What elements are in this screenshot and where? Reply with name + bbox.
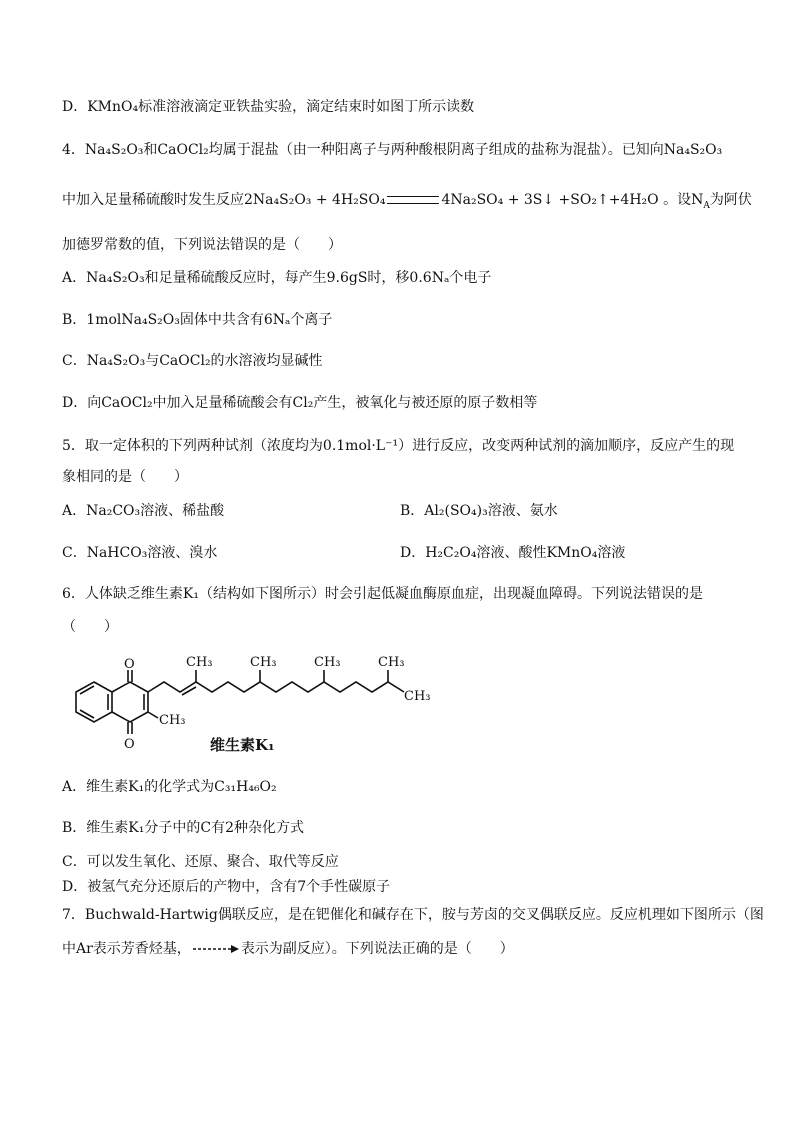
q4-stem-line2-end: 为阿伏 bbox=[709, 192, 752, 208]
q5-stem-line2: 象相同的是（ ） bbox=[62, 469, 188, 485]
q6-stem-line1: 6．人体缺乏维生素K₁（结构如下图所示）时会引起低凝血酶原血症，出现凝血障碍。下列说法错误的是 bbox=[62, 586, 703, 602]
ch3-label-ring: CH₃ bbox=[159, 713, 186, 728]
ch3-label-1: CH₃ bbox=[186, 655, 213, 670]
equals-arrow-icon bbox=[387, 196, 439, 204]
structure-bonds bbox=[76, 670, 404, 734]
q4-stem-line3: 加德罗常数的值，下列说法错误的是（ ） bbox=[62, 237, 342, 253]
q7-stem-line1: 7．Buchwald-Hartwig偶联反应，是在钯催化和碱存在下，胺与芳卤的交叉偶联反应。反应机理如下图所示（图 bbox=[62, 907, 764, 923]
q7-stem-line2-end: 表示为副反应）。下列说法正确的是（ ） bbox=[240, 941, 514, 957]
q6-option-a: A．维生素K₁的化学式为C₃₁H₄₆O₂ bbox=[62, 779, 277, 795]
q5-option-c: C．NaHCO₃溶液、溴水 bbox=[62, 545, 218, 561]
vitamin-k1-structure-figure bbox=[60, 650, 440, 760]
q3-option-d: D．KMnO₄标准溶液滴定亚铁盐实验，滴定结束时如图丁所示读数 bbox=[62, 99, 475, 115]
q4-option-d: D．向CaOCl₂中加入足量稀硫酸会有Cl₂产生，被氧化与被还原的原子数相等 bbox=[62, 395, 538, 411]
q4-equation-left: 中加入足量稀硫酸时发生反应2Na₄S₂O₃ + 4H₂SO₄ bbox=[62, 192, 386, 208]
carbonyl-o-bottom: O bbox=[124, 737, 135, 752]
q5-option-b: B．Al₂(SO₄)₃溶液、氨水 bbox=[400, 503, 558, 519]
q6-option-b: B．维生素K₁分子中的C有2种杂化方式 bbox=[62, 820, 304, 836]
figure-caption: 维生素K₁ bbox=[210, 736, 275, 754]
q4-stem-line1: 4．Na₄S₂O₃和CaOCl₂均属于混盐（由一种阳离子与两种酸根阴离子组成的盐称为混盐）。已知向Na₄S₂O₃ bbox=[62, 142, 723, 158]
ch3-label-3: CH₃ bbox=[314, 655, 341, 670]
carbonyl-o-top: O bbox=[124, 657, 135, 672]
q7-stem-line2-start: 中Ar表示芳香烃基， bbox=[62, 941, 191, 957]
q5-option-a: A．Na₂CO₃溶液、稀盐酸 bbox=[62, 503, 225, 519]
ch3-label-5: CH₃ bbox=[404, 689, 431, 704]
q4-equation-right: 4Na₂SO₄ + 3S↓ +SO₂↑+4H₂O 。设N bbox=[441, 192, 704, 208]
q6-stem-line2: （ ） bbox=[62, 619, 118, 635]
q5-stem-line1: 5．取一定体积的下列两种试剂（浓度均为0.1mol·L⁻¹）进行反应，改变两种试剂的滴加顺序，反应产生的现 bbox=[62, 438, 735, 454]
ch3-label-2: CH₃ bbox=[250, 655, 277, 670]
q4-option-c: C．Na₄S₂O₃与CaOCl₂的水溶液均显碱性 bbox=[62, 353, 323, 369]
q6-option-c: C．可以发生氧化、还原、聚合、取代等反应 bbox=[62, 854, 339, 870]
q4-na-subscript: A bbox=[703, 200, 710, 211]
q4-stem-line2 bbox=[62, 190, 752, 210]
q5-option-d: D．H₂C₂O₄溶液、酸性KMnO₄溶液 bbox=[400, 545, 626, 561]
q7-stem-line2 bbox=[62, 939, 514, 959]
q4-option-b: B．1molNa₄S₂O₃固体中共含有6Nₐ个离子 bbox=[62, 312, 333, 328]
q6-option-d: D．被氢气充分还原后的产物中，含有7个手性碳原子 bbox=[62, 879, 391, 895]
q4-option-a: A．Na₄S₂O₃和足量稀硫酸反应时，每产生9.6gS时，移0.6Nₐ个电子 bbox=[62, 270, 492, 286]
benzene-ring bbox=[76, 682, 112, 722]
ch3-label-4: CH₃ bbox=[378, 655, 405, 670]
quinone-ring bbox=[112, 682, 148, 722]
dashed-arrow-icon bbox=[191, 943, 241, 955]
